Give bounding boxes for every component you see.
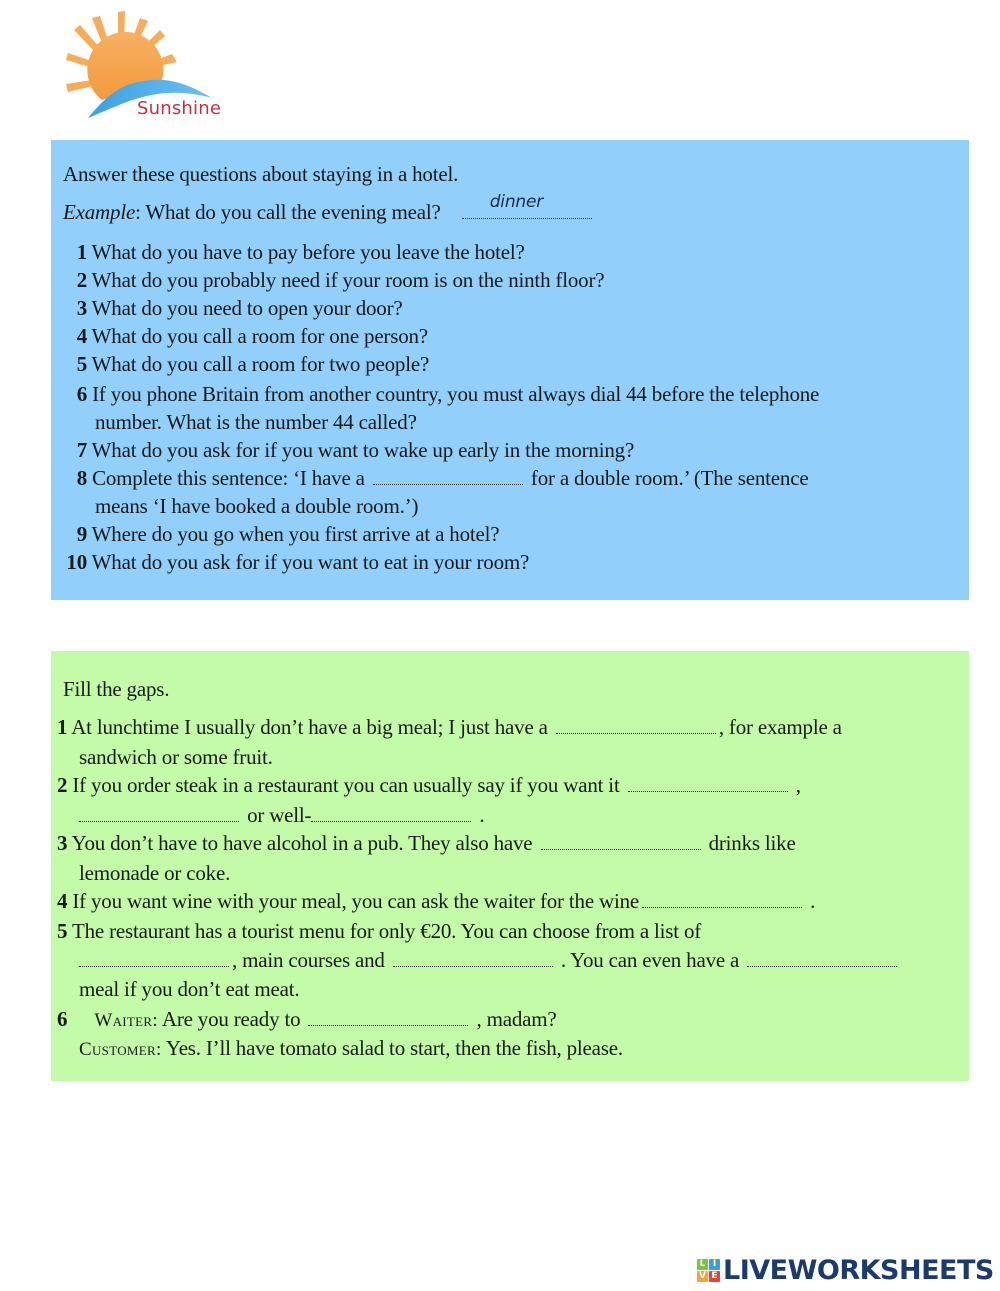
question-number: 1 xyxy=(76,240,87,264)
gap-item-3 xyxy=(57,831,796,856)
question-number: 5 xyxy=(76,352,87,376)
item-text: You don’t have to have alcohol in a pub. They also have xyxy=(71,831,533,855)
question-text: What do you have to pay before you leave the hotel? xyxy=(91,240,525,264)
question-number: 4 xyxy=(76,324,87,348)
fill-gaps-section xyxy=(51,651,969,1081)
item-text: . xyxy=(479,803,485,827)
item-number: 2 xyxy=(57,773,68,797)
question-9 xyxy=(63,522,499,547)
live-letter: L xyxy=(697,1259,708,1270)
gap-item-1 xyxy=(57,715,842,740)
speaker-label: Customer: xyxy=(79,1039,162,1060)
question-text: What do you call a room for one person? xyxy=(91,324,428,348)
question-3 xyxy=(63,296,403,321)
live-grid-icon xyxy=(697,1259,720,1282)
question-6-continued: number. What is the number 44 called? xyxy=(95,410,417,434)
question-10 xyxy=(55,550,529,575)
item-text: or well- xyxy=(247,803,312,827)
question-8 xyxy=(63,466,808,491)
question-1 xyxy=(63,240,525,265)
question-8-continued: means ‘I have booked a double room.’) xyxy=(95,494,419,518)
example-label: Example xyxy=(63,200,136,224)
hotel-questions-section xyxy=(51,140,969,600)
item-number: 5 xyxy=(57,919,68,943)
question-text: for a double room.’ (The sentence xyxy=(530,466,809,490)
answer-blank[interactable] xyxy=(79,803,239,822)
item-number: 4 xyxy=(57,889,68,913)
answer-blank[interactable] xyxy=(628,773,788,792)
question-text: Where do you go when you first arrive at a hotel? xyxy=(91,522,500,546)
item-text: If you order steak in a restaurant you can usually say if you want it xyxy=(72,773,620,797)
answer-blank[interactable] xyxy=(642,889,802,908)
live-letter: V xyxy=(697,1271,708,1282)
item-number: 6 xyxy=(57,1007,68,1031)
item-text: , xyxy=(795,773,801,797)
gap-item-5 xyxy=(57,919,701,944)
question-5 xyxy=(63,352,429,377)
answer-blank[interactable] xyxy=(541,831,701,850)
answer-blank[interactable] xyxy=(393,948,553,967)
live-letter: E xyxy=(709,1271,720,1282)
question-number: 2 xyxy=(76,268,87,292)
question-text: What do you need to open your door? xyxy=(91,296,403,320)
question-number: 7 xyxy=(76,438,87,462)
answer-blank[interactable] xyxy=(373,466,523,485)
item-number: 1 xyxy=(57,715,68,739)
gap-item-4 xyxy=(57,889,815,914)
question-text: Complete this sentence: ‘I have a xyxy=(92,466,365,490)
gap-item-2 xyxy=(57,773,801,798)
question-7 xyxy=(63,438,634,463)
section-title: Answer these questions about staying in a hotel. xyxy=(63,162,459,186)
item-text: , for example a xyxy=(718,715,842,739)
section-title: Fill the gaps. xyxy=(63,677,170,701)
item-text: Are you ready to xyxy=(161,1007,301,1031)
gap-item-1-continued: sandwich or some fruit. xyxy=(79,745,273,769)
answer-blank[interactable] xyxy=(747,948,897,967)
question-number: 8 xyxy=(76,466,87,490)
question-4 xyxy=(63,324,428,349)
gap-item-6-waiter xyxy=(57,1007,557,1032)
answer-blank[interactable] xyxy=(308,1007,468,1026)
example-question: : What do you call the evening meal? xyxy=(135,200,441,224)
item-text: At lunchtime I usually don’t have a big meal; I just have a xyxy=(71,715,548,739)
item-text: If you want wine with your meal, you can ask the waiter for the wine xyxy=(72,889,640,913)
item-text: , madam? xyxy=(476,1007,557,1031)
gap-item-5-continued xyxy=(79,948,900,973)
question-2 xyxy=(63,268,604,293)
gap-item-5-continued-2: meal if you don’t eat meat. xyxy=(79,977,300,1001)
gap-item-3-continued: lemonade or coke. xyxy=(79,861,231,885)
question-number: 9 xyxy=(76,522,87,546)
question-text: What do you call a room for two people? xyxy=(91,352,430,376)
question-number: 6 xyxy=(76,382,87,406)
question-number: 10 xyxy=(66,550,87,574)
item-text: . xyxy=(810,889,816,913)
answer-blank[interactable] xyxy=(556,715,716,734)
item-text: The restaurant has a tourist menu for only €20. You can choose from a list of xyxy=(71,919,702,943)
logo-text: Sunshine xyxy=(137,98,222,119)
brand-text: LIVEWORKSHEETS xyxy=(723,1254,994,1286)
item-text: drinks like xyxy=(708,831,796,855)
item-number: 3 xyxy=(57,831,68,855)
item-text: . You can even have a xyxy=(560,948,740,972)
item-text: Yes. I’ll have tomato salad to start, then the fish, please. xyxy=(165,1036,623,1060)
gap-item-2-continued xyxy=(79,803,484,828)
gap-item-6-customer xyxy=(79,1036,623,1061)
example-line xyxy=(63,192,595,225)
question-text: What do you probably need if your room is on the ninth floor? xyxy=(91,268,605,292)
live-letter: I xyxy=(709,1259,720,1270)
answer-blank[interactable] xyxy=(311,803,471,822)
question-text: What do you ask for if you want to eat in your room? xyxy=(91,550,530,574)
question-text: If you phone Britain from another country, you must always dial 44 before the telephone xyxy=(92,382,820,406)
answer-blank[interactable] xyxy=(79,948,229,967)
question-6 xyxy=(63,382,819,407)
question-number: 3 xyxy=(76,296,87,320)
liveworksheets-brand xyxy=(697,1255,994,1285)
item-text: , main courses and xyxy=(232,948,385,972)
speaker-label: Waiter: xyxy=(94,1010,158,1031)
example-answer: dinner xyxy=(489,192,544,213)
question-text: What do you ask for if you want to wake up early in the morning? xyxy=(91,438,635,462)
example-answer-field[interactable] xyxy=(462,192,592,219)
